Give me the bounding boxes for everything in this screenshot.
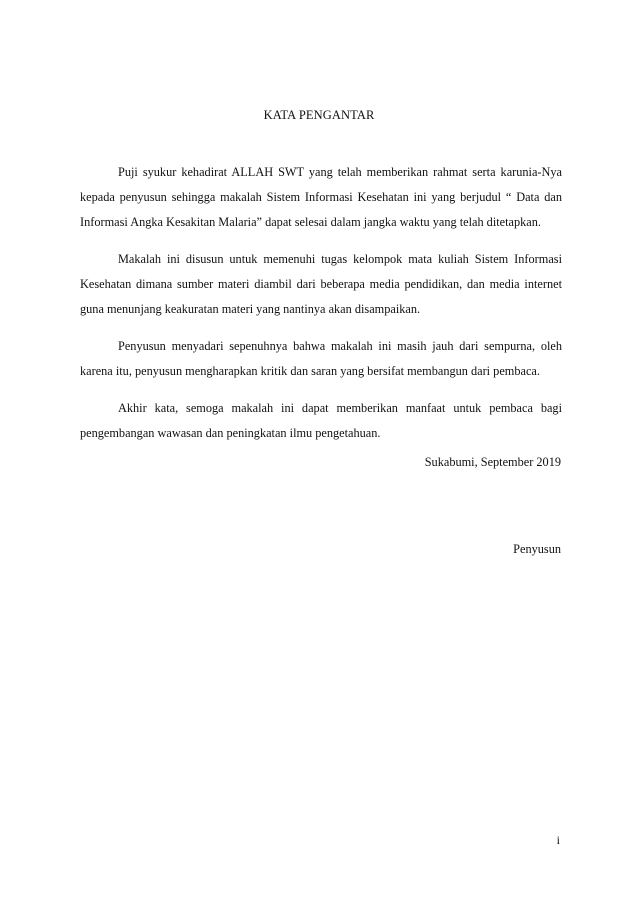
place-date: Sukabumi, September 2019 xyxy=(424,455,561,469)
paragraph-2: Makalah ini disusun untuk memenuhi tugas kelompok mata kuliah Sistem Informasi Kesehatan dimana sumber materi diambil dari beberapa media pendidikan, dan media internet guna menunjang keakuratan materi yang nantinya akan disampaikan. xyxy=(80,252,562,316)
paragraph-1: Puji syukur kehadirat ALLAH SWT yang telah memberikan rahmat serta karunia-Nya kepada penyusun sehingga makalah Sistem Informasi Kesehatan ini yang berjudul “ Data dan Informasi Angka Kesakitan Malaria” dapat selesai dalam jangka waktu yang telah ditetapkan. xyxy=(80,165,562,229)
paragraph-3: Penyusun menyadari sepenuhnya bahwa makalah ini masih jauh dari sempurna, oleh karena itu, penyusun mengharapkan kritik dan saran yang bersifat membangun dari pembaca. xyxy=(80,339,562,378)
page-number: i xyxy=(556,833,560,847)
page-title: KATA PENGANTAR xyxy=(263,108,375,122)
body-text xyxy=(80,160,562,458)
paragraph-4: Akhir kata, semoga makalah ini dapat memberikan manfaat untuk pembaca bagi pengembangan wawasan dan peningkatan ilmu pengetahuan. xyxy=(80,401,562,440)
signer-name: Penyusun xyxy=(513,542,561,556)
